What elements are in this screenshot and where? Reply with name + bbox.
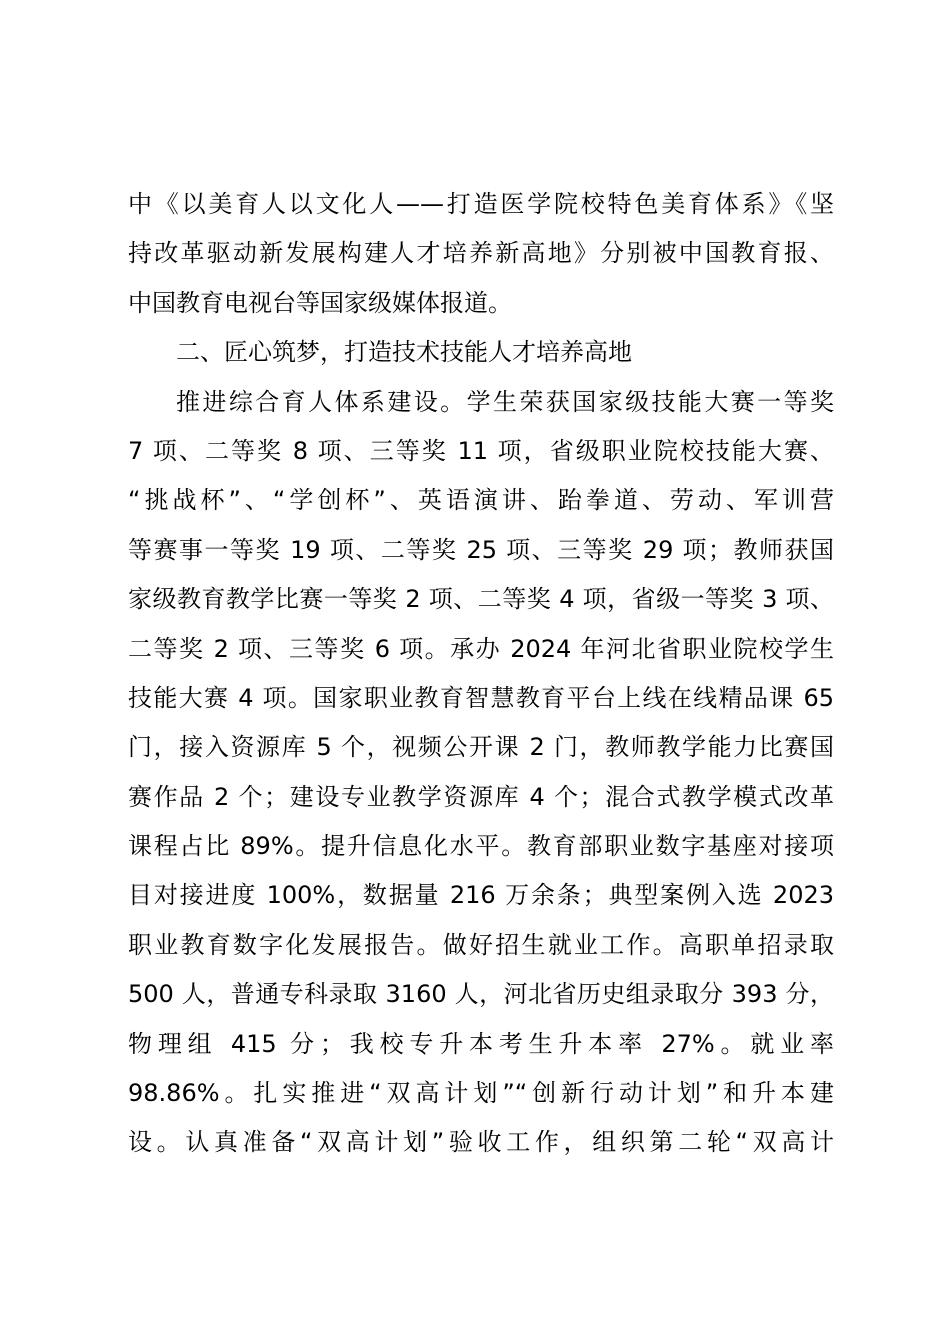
- text-line: 中国教育电视台等国家级媒体报道。: [128, 288, 512, 317]
- body-text: [128, 180, 834, 1168]
- text-line: 赛作品 2 个；建设专业教学资源库 4 个；混合式教学模式改革: [128, 782, 834, 811]
- text-line: 课程占比 89%。提升信息化水平。教育部职业数字基座对接项: [128, 832, 834, 861]
- text-line: 技能大赛 4 项。国家职业教育智慧教育平台上线在线精品课 65: [128, 683, 834, 712]
- text-line: 持改革驱动新发展构建人才培养新高地》分别被中国教育报、: [128, 239, 834, 268]
- text-line: 门，接入资源库 5 个，视频公开课 2 门，教师教学能力比赛国: [128, 733, 834, 762]
- text-line: “挑战杯”、“学创杯”、英语演讲、跆拳道、劳动、军训营: [128, 486, 834, 515]
- text-line: 目对接进度 100%，数据量 216 万余条；典型案例入选 2023: [128, 881, 834, 910]
- text-line: 物理组 415 分；我校专升本考生升本率 27%。就业率: [128, 1029, 834, 1058]
- text-line: 推进综合育人体系建设。学生荣获国家级技能大赛一等奖: [176, 387, 834, 416]
- text-line: 等赛事一等奖 19 项、二等奖 25 项、三等奖 29 项；教师获国: [128, 535, 834, 564]
- text-line: 500 人，普通专科录取 3160 人，河北省历史组录取分 393 分，: [128, 980, 834, 1009]
- text-line: 98.86%。扎实推进“双高计划”“创新行动计划”和升本建: [128, 1079, 834, 1108]
- text-line: 中《以美育人以文化人——打造医学院校特色美育体系》《坚: [128, 190, 834, 218]
- text-line: 二等奖 2 项、三等奖 6 项。承办 2024 年河北省职业院校学生: [128, 634, 834, 663]
- text-line: 家级教育教学比赛一等奖 2 项、二等奖 4 项，省级一等奖 3 项、: [128, 585, 834, 614]
- section-heading: 二、匠心筑梦，打造技术技能人才培养高地: [176, 338, 632, 367]
- text-line: 职业教育数字化发展报告。做好招生就业工作。高职单招录取: [128, 930, 834, 959]
- text-line: 设。认真准备“双高计划”验收工作，组织第二轮“双高计: [128, 1128, 834, 1157]
- text-line: 7 项、二等奖 8 项、三等奖 11 项，省级职业院校技能大赛、: [128, 436, 834, 465]
